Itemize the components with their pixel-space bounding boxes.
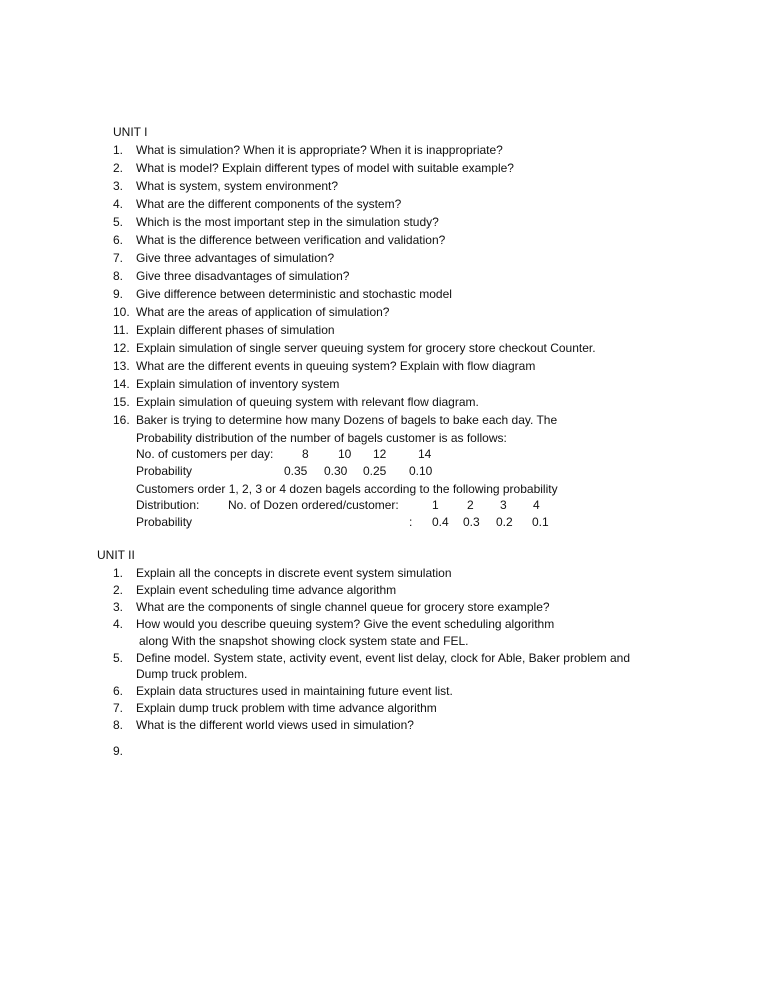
item-number: 7. [113,251,124,265]
item-text: What are the different events in queuing system? Explain with flow diagram [136,359,536,373]
item-text: What are the different components of the system? [136,197,402,211]
item-text-continued: along With the snapshot showing clock system state and FEL. [139,634,469,648]
item-number: 2. [113,583,124,597]
item-text: Explain all the concepts in discrete event system simulation [136,566,452,580]
customers-value: 14 [418,447,432,461]
item-text: What is model? Explain different types of model with suitable example? [136,161,514,175]
item-number: 13. [113,359,130,373]
probability-value: 0.2 [496,515,513,529]
item-number: 7. [113,701,124,715]
item-number: 9. [113,287,124,301]
item-number: 14. [113,377,130,391]
q16-line: Customers order 1, 2, 3 or 4 dozen bagels according to the following probability [136,482,558,496]
item-text: What is the different world views used in simulation? [136,718,414,732]
probability-value: 0.3 [463,515,480,529]
item-number: 10. [113,305,130,319]
item-text: Explain simulation of single server queuing system for grocery store checkout Counter. [136,341,596,355]
item-text: Give difference between deterministic and stochastic model [136,287,452,301]
item-text-continued: Dump truck problem. [136,667,248,681]
probability-value: 0.10 [409,464,433,478]
probability-value: 0.25 [363,464,387,478]
item-number: 11. [113,323,129,337]
customers-label: No. of customers per day: [136,447,274,461]
item-text: Explain different phases of simulation [136,323,335,337]
item-number: 3. [113,600,124,614]
item-text: Explain dump truck problem with time advance algorithm [136,701,437,715]
item-text: Explain data structures used in maintaining future event list. [136,684,453,698]
item-text: What is the difference between verification and validation? [136,233,446,247]
item-text: Give three advantages of simulation? [136,251,335,265]
q16-line: Probability distribution of the number of bagels customer is as follows: [136,431,507,445]
item-text: What are the areas of application of simulation? [136,305,390,319]
item-text: Give three disadvantages of simulation? [136,269,350,283]
item-number: 12. [113,341,130,355]
item-number: 16. [113,413,130,427]
unit2-heading: UNIT II [97,548,135,562]
probability-label: Probability [136,515,193,529]
item-text: What is simulation? When it is appropriate? When it is inappropriate? [136,143,503,157]
customers-value: 12 [373,447,387,461]
item-number: 9. [113,744,124,758]
item-number: 6. [113,233,124,247]
dozen-value: 2 [467,498,474,512]
dozen-value: 1 [432,498,439,512]
item-number: 5. [113,651,124,665]
item-number: 8. [113,718,124,732]
probability-value: 0.35 [284,464,308,478]
probability-value: 0.4 [432,515,449,529]
item-text: How would you describe queuing system? Give the event scheduling algorithm [136,617,555,631]
item-text: Which is the most important step in the simulation study? [136,215,439,229]
item-text: Explain event scheduling time advance algorithm [136,583,397,597]
dozen-value: 4 [533,498,540,512]
item-number: 1. [113,566,124,580]
item-number: 3. [113,179,124,193]
probability-label: Probability [136,464,193,478]
dozen-label: No. of Dozen ordered/customer: [228,498,399,512]
item-number: 1. [113,143,124,157]
customers-value: 10 [338,447,352,461]
unit1-heading: UNIT I [113,125,148,139]
customers-value: 8 [302,447,309,461]
distribution-label: Distribution: [136,498,200,512]
item-text: Baker is trying to determine how many Dozens of bagels to bake each day. The [136,413,558,427]
item-text: What are the components of single channel queue for grocery store example? [136,600,550,614]
item-number: 2. [113,161,124,175]
item-number: 8. [113,269,124,283]
item-number: 4. [113,617,124,631]
item-number: 6. [113,684,124,698]
item-text: Define model. System state, activity event, event list delay, clock for Able, Baker problem and [136,651,631,665]
item-text: What is system, system environment? [136,179,339,193]
item-text: Explain simulation of inventory system [136,377,340,391]
item-text: Explain simulation of queuing system with relevant flow diagram. [136,395,479,409]
probability-value: 0.30 [324,464,348,478]
item-number: 15. [113,395,130,409]
dozen-value: 3 [500,498,507,512]
item-number: 4. [113,197,124,211]
probability-colon: : [409,515,413,529]
probability-value: 0.1 [532,515,549,529]
item-number: 5. [113,215,124,229]
